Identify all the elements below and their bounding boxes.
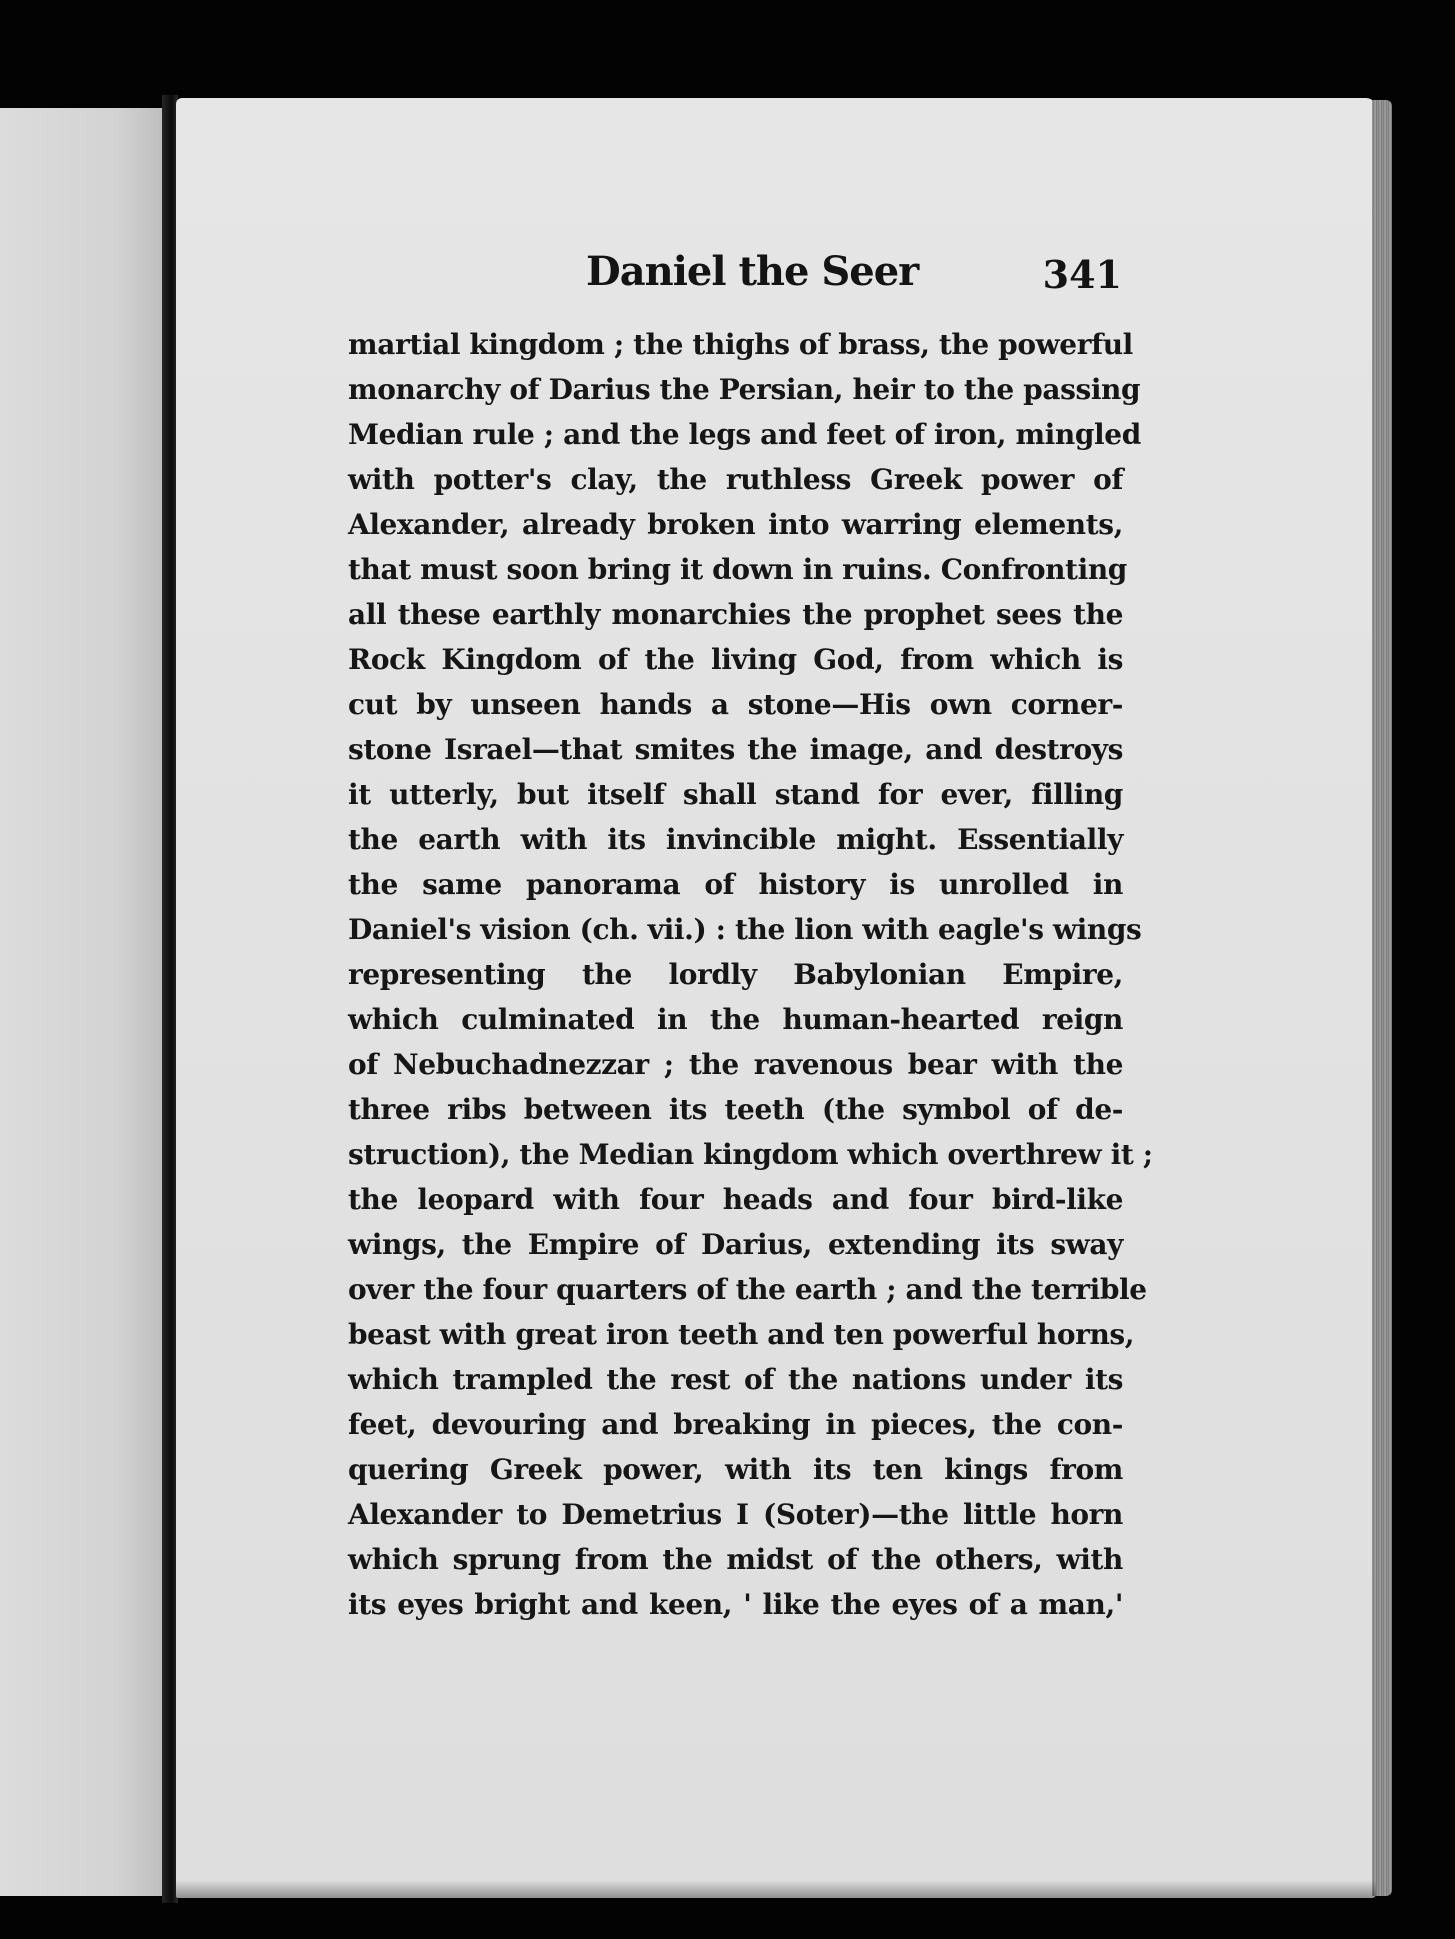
text-line: feet, devouring and breaking in pieces, the con- <box>348 1408 1123 1441</box>
text-line: quering Greek power, with its ten kings from <box>348 1453 1123 1486</box>
text-line: that must soon bring it down in ruins. Confronting <box>348 553 1127 586</box>
text-line: monarchy of Darius the Persian, heir to the passing <box>348 373 1141 406</box>
text-line: Median rule ; and the legs and feet of iron, mingled <box>348 418 1141 451</box>
text-line: with potter's clay, the ruthless Greek power of <box>348 463 1123 496</box>
text-line: Alexander, already broken into warring elements, <box>348 508 1123 541</box>
running-head <box>346 248 1126 308</box>
text-line: the earth with its invincible might. Essentially <box>348 823 1123 856</box>
text-line: the same panorama of history is unrolled in <box>348 868 1123 901</box>
text-line: cut by unseen hands a stone—His own corner- <box>348 688 1123 721</box>
text-line: martial kingdom ; the thighs of brass, the powerful <box>348 328 1133 361</box>
text-line: which culminated in the human-hearted reign <box>348 1003 1123 1036</box>
text-line: representing the lordly Babylonian Empire, <box>348 958 1123 991</box>
text-line: over the four quarters of the earth ; and the terrible <box>348 1273 1147 1306</box>
text-line: struction), the Median kingdom which overthrew it ; <box>348 1138 1153 1171</box>
text-line: beast with great iron teeth and ten powerful horns, <box>348 1318 1135 1351</box>
left-page-edge <box>0 108 165 1896</box>
text-line: which trampled the rest of the nations under its <box>348 1363 1123 1396</box>
text-line: it utterly, but itself shall stand for ever, filling <box>348 778 1123 811</box>
text-line: of Nebuchadnezzar ; the ravenous bear with the <box>348 1048 1123 1081</box>
body-text <box>348 322 1153 1627</box>
running-title: Daniel the Seer <box>586 248 919 295</box>
text-line: three ribs between its teeth (the symbol of de- <box>348 1093 1123 1126</box>
page-edges <box>1372 100 1392 1896</box>
text-line: wings, the Empire of Darius, extending its sway <box>348 1228 1123 1261</box>
text-line: all these earthly monarchies the prophet sees the <box>348 598 1123 631</box>
text-line: Alexander to Demetrius I (Soter)—the little horn <box>348 1498 1123 1531</box>
page-number: 341 <box>1042 252 1122 297</box>
text-line: which sprung from the midst of the others, with <box>348 1543 1123 1576</box>
page-bottom-shadow <box>176 1880 1376 1898</box>
text-line: Daniel's vision (ch. vii.) : the lion with eagle's wings <box>348 913 1142 946</box>
text-line: stone Israel—that smites the image, and destroys <box>348 733 1123 766</box>
text-line: Rock Kingdom of the living God, from which is <box>348 643 1123 676</box>
text-line: the leopard with four heads and four bird-like <box>348 1183 1123 1216</box>
text-line: its eyes bright and keen, ' like the eyes of a man,' <box>348 1588 1123 1621</box>
